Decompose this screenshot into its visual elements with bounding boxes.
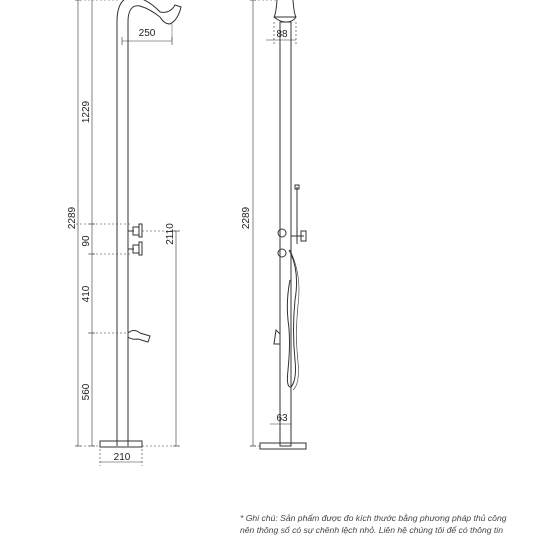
dim-210: 210 xyxy=(113,452,131,463)
dim-560: 560 xyxy=(81,383,92,401)
dim-1229: 1229 xyxy=(81,100,92,124)
disclaimer-note xyxy=(240,512,540,536)
front-spout-head xyxy=(160,5,181,24)
dim-90: 90 xyxy=(81,235,92,247)
hose xyxy=(287,250,296,387)
side-view xyxy=(260,0,306,449)
upper-valve xyxy=(128,224,142,237)
front-base-plate xyxy=(100,441,142,447)
dim-410: 410 xyxy=(81,285,92,303)
side-lower-valve xyxy=(278,249,286,257)
hand-shower-holder xyxy=(274,330,280,344)
note-line-2: nên thông số có sự chênh lệch nhỏ. Liên hệ chúng tôi để có thông tin xyxy=(240,525,503,535)
dim-88: 88 xyxy=(276,29,288,40)
lower-outlet xyxy=(128,331,150,343)
front-dimension-labels xyxy=(67,28,176,463)
side-dimensions xyxy=(250,0,296,446)
front-column-inner xyxy=(128,6,160,446)
front-column xyxy=(117,0,160,446)
side-dimension-labels xyxy=(241,29,288,424)
note-line-1: * Ghi chú: Sản phẩm được đo kích thước bằng phương pháp thủ công xyxy=(240,513,507,523)
dim-63: 63 xyxy=(276,413,288,424)
lower-valve xyxy=(128,242,142,255)
dim-2110: 2110 xyxy=(165,223,176,245)
dim-250: 250 xyxy=(138,28,156,39)
side-shower-head xyxy=(274,0,296,22)
dim-2289-front: 2289 xyxy=(67,206,78,230)
dim-2289-side: 2289 xyxy=(241,206,252,230)
side-upper-valve xyxy=(278,229,286,237)
